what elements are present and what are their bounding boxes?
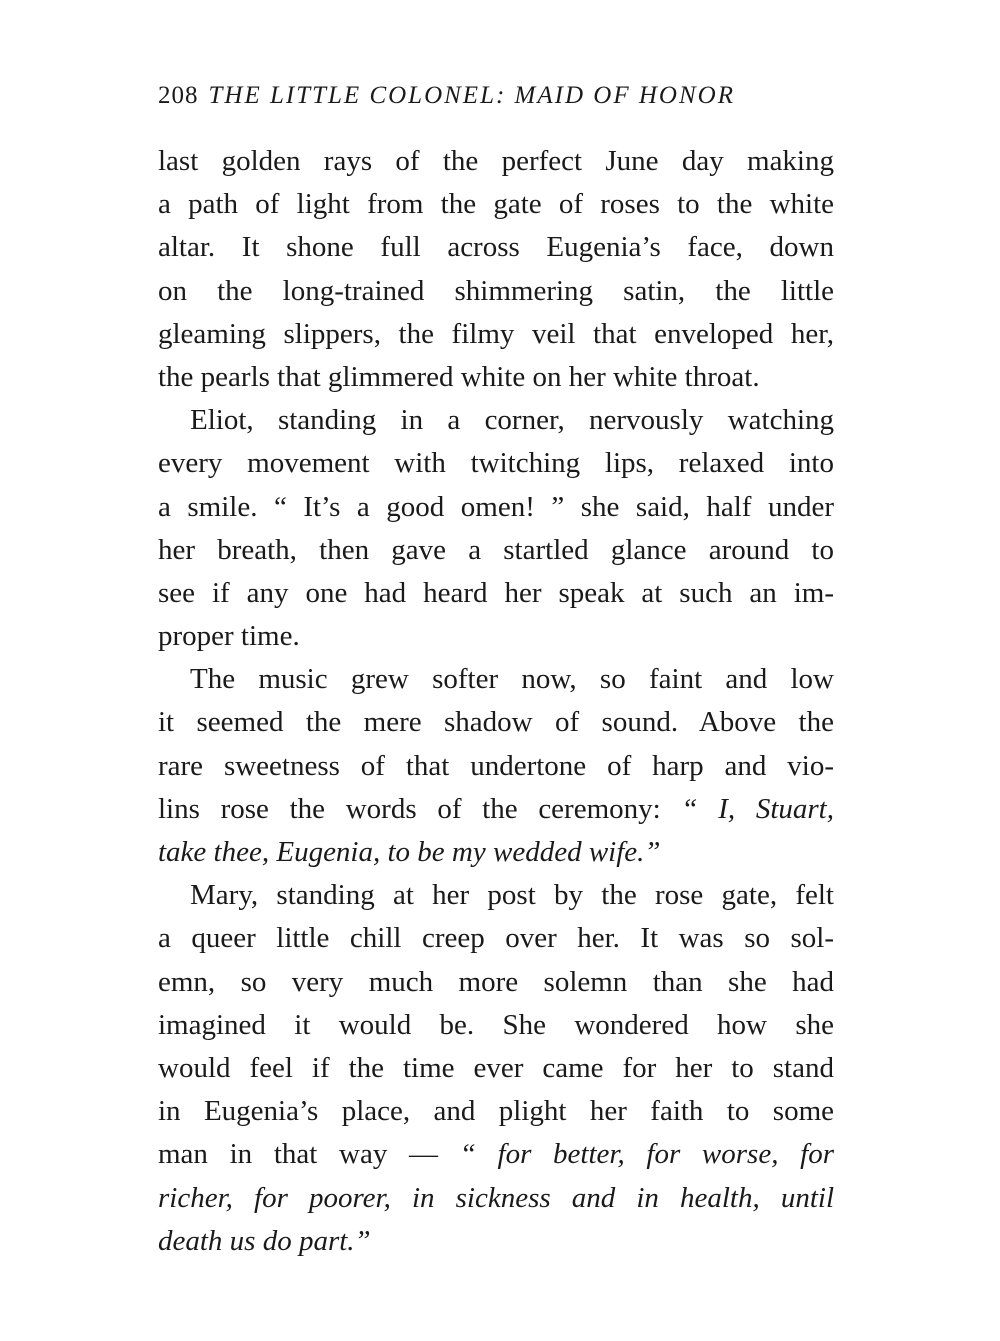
text-segment: Mary, standing at her post by the rose gate, felt [190,879,834,912]
italic-text: “ I, Stuart, [681,792,834,825]
text-line [158,788,834,831]
italic-text: “ for better, for worse, for [459,1138,834,1171]
page-number: 208 [158,82,199,109]
text-segment: altar. It shone full across Eugenia’s face, down [158,231,834,264]
text-line [158,442,834,485]
text-line [158,226,834,269]
text-line [158,313,834,356]
text-line [158,1220,834,1263]
text-line [158,183,834,226]
text-segment: imagined it would be. She wondered how she [158,1008,834,1041]
text-segment: would feel if the time ever came for her to stand [158,1051,834,1084]
text-line [158,658,834,701]
text-line [158,1047,834,1090]
text-segment: proper time. [158,620,300,653]
text-line [158,1004,834,1047]
text-segment: it seemed the mere shadow of sound. Above the [158,706,834,739]
text-line [158,701,834,744]
text-segment: see if any one had heard her speak at such an im- [158,576,834,609]
text-line [158,1090,834,1133]
text-line [158,486,834,529]
italic-text: richer, for poorer, in sickness and in health, until [158,1181,834,1214]
text-line [158,1177,834,1220]
text-line [158,961,834,1004]
text-segment: emn, so very much more solemn than she had [158,965,834,998]
text-line [158,140,834,183]
text-segment: her breath, then gave a startled glance around to [158,533,834,566]
text-line [158,572,834,615]
text-line [158,917,834,960]
text-segment: rare sweetness of that undertone of harp and vio- [158,749,834,782]
text-segment: man in that way — [158,1138,460,1171]
text-line [158,399,834,442]
text-line [158,874,834,917]
text-segment: a path of light from the gate of roses to the white [158,188,834,221]
text-line [158,529,834,572]
text-segment: Eliot, standing in a corner, nervously watching [190,404,834,437]
italic-text: take thee, Eugenia, to be my wedded wife.” [158,836,661,868]
running-title: THE LITTLE COLONEL: MAID OF HONOR [208,82,735,109]
text-line [158,1133,834,1176]
text-segment: The music grew softer now, so faint and low [190,663,834,696]
running-head [158,78,838,114]
text-segment: every movement with twitching lips, relaxed into [158,447,834,480]
text-segment: the pearls that glimmered white on her white throat. [158,360,760,393]
text-segment: in Eugenia’s place, and plight her faith to some [158,1095,834,1128]
text-line [158,745,834,788]
text-line [158,356,834,399]
text-line [158,831,834,874]
text-segment: a queer little chill creep over her. It was so sol- [158,922,834,955]
text-segment: on the long-trained shimmering satin, the little [158,274,834,307]
text-line [158,270,834,313]
text-segment: gleaming slippers, the filmy veil that enveloped her, [158,317,834,350]
text-segment: lins rose the words of the ceremony: [158,792,682,825]
text-segment: last golden rays of the perfect June day making [158,145,834,177]
italic-text: death us do part.” [158,1224,371,1257]
text-segment: a smile. “ It’s a good omen! ” she said, half under [158,490,834,523]
body-text [158,140,834,1263]
text-line [158,615,834,658]
